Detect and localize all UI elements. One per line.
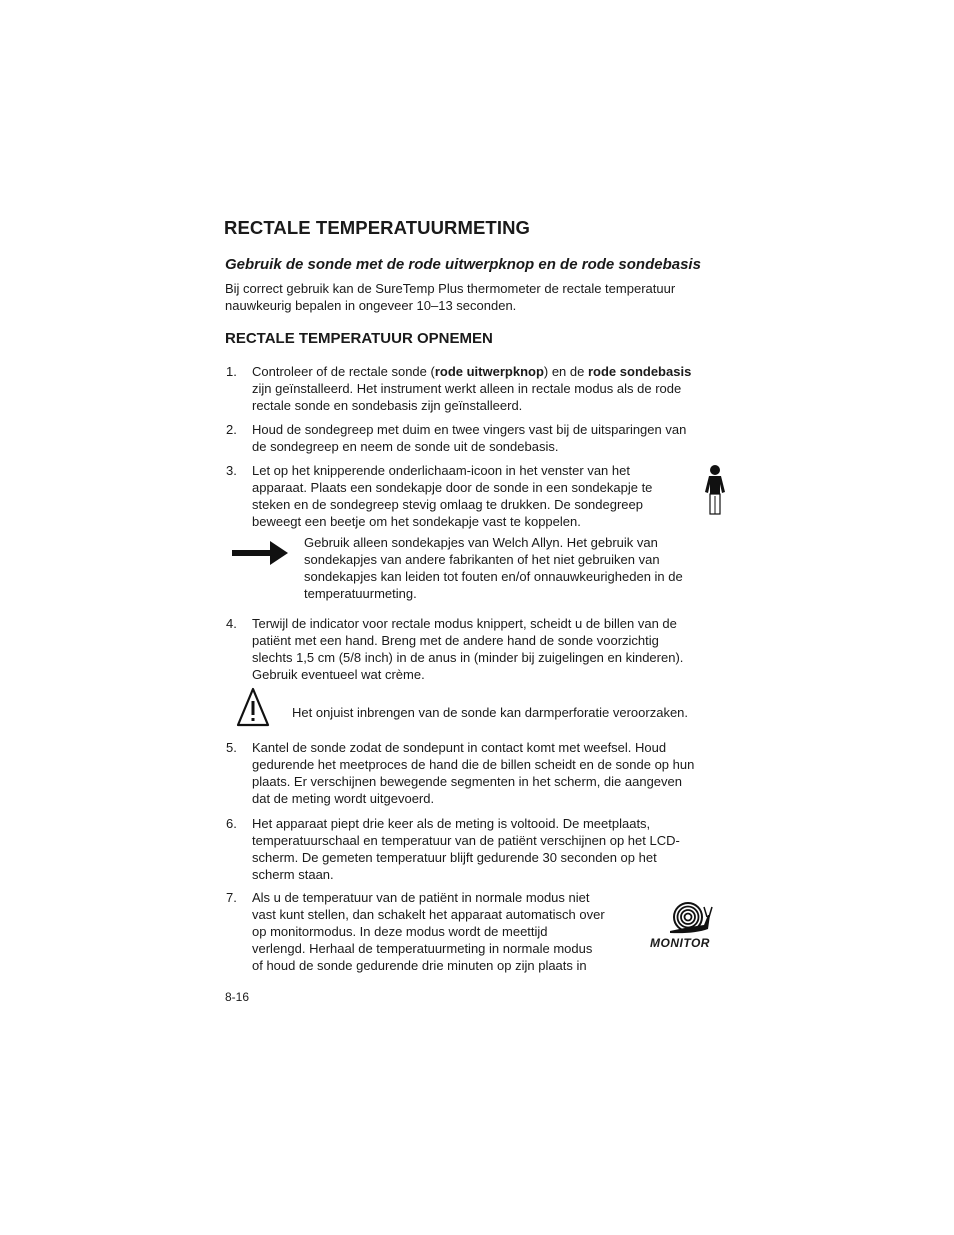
step-line: Houd de sondegreep met duim en twee vingers vast bij de uitsparingen van — [252, 422, 687, 437]
step-line: temperatuurschaal en temperatuur van de patiënt verschijnen op het LCD- — [252, 833, 680, 848]
page-title: RECTALE TEMPERATUURMETING — [224, 217, 531, 238]
snail-icon — [664, 901, 718, 937]
arrow-right-icon — [232, 541, 288, 565]
step-line: Kantel de sonde zodat de sondepunt in contact komt met weefsel. Houd — [252, 740, 667, 755]
step-number: 3. — [226, 463, 237, 478]
step-line: Het apparaat piept drie keer als de meting is voltooid. De meetplaats, — [252, 816, 651, 831]
note-text — [304, 534, 729, 602]
note-line: sondekapjes kan leiden tot fouten en/of onnauwkeurigheden in de — [304, 569, 683, 584]
step-line: gedurende het meetproces de hand die de billen scheidt en de sonde op hun — [252, 757, 695, 772]
step-text — [252, 421, 686, 455]
note-line: sondekapjes van andere fabrikanten of het niet gebruiken van — [304, 552, 660, 567]
step-line: plaats. Er verschijnen bewegende segmenten in het scherm, die aangeven — [252, 774, 682, 789]
lower-body-icon — [702, 464, 728, 516]
intro-paragraph — [225, 280, 725, 314]
step-bold-run: rode sondebasis — [587, 364, 692, 379]
step-number: 5. — [226, 740, 237, 755]
step-text — [252, 739, 694, 807]
step-text-run: ) en de — [543, 364, 588, 379]
step-line: steken en de sondegreep stevig omlaag te drukken. De sondegreep — [252, 497, 643, 512]
step-number: 4. — [226, 616, 237, 631]
step-text — [252, 889, 605, 974]
step-text — [252, 815, 680, 883]
step-bold-run: rode uitwerpknop — [434, 364, 544, 379]
step-line — [252, 363, 691, 380]
step-line: apparaat. Plaats een sondekapje door de sonde in een sondekapje te — [252, 480, 653, 495]
monitor-label: MONITOR — [650, 936, 710, 950]
step-line: Let op het knipperende onderlichaam-icoon in het venster van het — [252, 463, 630, 478]
note-line: temperatuurmeting. — [304, 586, 417, 601]
warning-triangle-icon — [236, 687, 270, 727]
step-line: Gebruik eventueel wat crème. — [252, 667, 425, 682]
step-line: dat de meting wordt uitgevoerd. — [252, 791, 435, 806]
step-line: rectale sonde en sondebasis zijn geïnstalleerd. — [252, 398, 523, 413]
step-line: scherm. De gemeten temperatuur blijft gedurende 30 seconden op het — [252, 850, 657, 865]
step-line: Terwijl de indicator voor rectale modus knippert, scheidt u de billen van de — [252, 616, 677, 631]
page-number: 8-16 — [225, 990, 250, 1004]
intro-line: nauwkeurig bepalen in ongeveer 10–13 seconden. — [225, 298, 517, 313]
step-line: patiënt met een hand. Breng met de andere hand de sonde voorzichtig — [252, 633, 659, 648]
step-line: Als u de temperatuur van de patiënt in normale modus niet — [252, 890, 590, 905]
step-line: beweegt een beetje om het sondekapje vast te koppelen. — [252, 514, 581, 529]
step-line: de sondegreep en neem de sonde uit de sondebasis. — [252, 439, 559, 454]
step-text — [252, 615, 683, 683]
step-line: verlengd. Herhaal de temperatuurmeting in normale modus — [252, 941, 593, 956]
step-line: zijn geïnstalleerd. Het instrument werkt alleen in rectale modus als de rode — [252, 381, 682, 396]
intro-line: Bij correct gebruik kan de SureTemp Plus thermometer de rectale temperatuur — [225, 281, 676, 296]
step-line: scherm staan. — [252, 867, 334, 882]
step-text-run: Controleer of de rectale sonde ( — [252, 364, 435, 379]
step-text — [252, 462, 652, 530]
step-line: of houd de sonde gedurende drie minuten op zijn plaats in — [252, 958, 587, 973]
step-number: 7. — [226, 890, 237, 905]
step-number: 2. — [226, 422, 237, 437]
section-heading: RECTALE TEMPERATUUR OPNEMEN — [225, 330, 493, 347]
note-line: Gebruik alleen sondekapjes van Welch Allyn. Het gebruik van — [304, 535, 658, 550]
step-line: vast kunt stellen, dan schakelt het apparaat automatisch over — [252, 907, 605, 922]
step-line: op monitormodus. In deze modus wordt de meettijd — [252, 924, 548, 939]
subtitle: Gebruik de sonde met de rode uitwerpknop en de rode sondebasis — [225, 256, 701, 273]
step-number: 1. — [226, 364, 237, 379]
step-text — [252, 363, 691, 414]
step-line: slechts 1,5 cm (5/8 inch) in de anus in (minder bij zuigelingen en kinderen). — [252, 650, 684, 665]
warning-text: Het onjuist inbrengen van de sonde kan darmperforatie veroorzaken. — [292, 705, 689, 720]
step-number: 6. — [226, 816, 237, 831]
